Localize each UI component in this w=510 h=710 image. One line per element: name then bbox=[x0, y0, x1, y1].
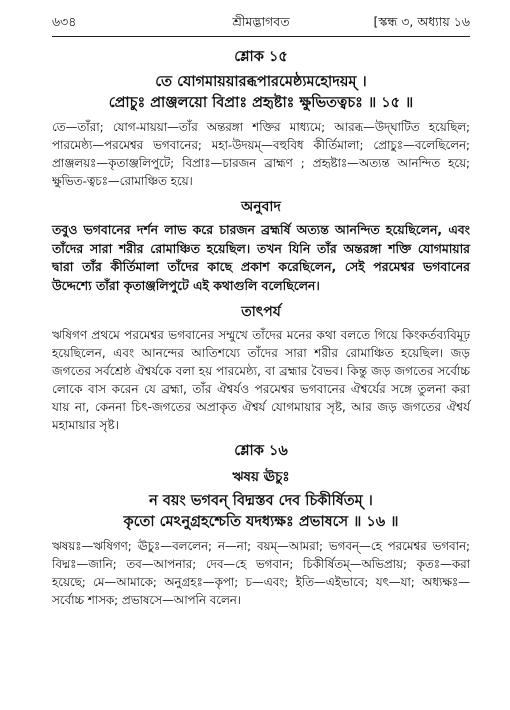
translation-text: তবুও ভগবানের দর্শন লাভ করে চারজন ব্রহ্মর্ষি অত্যন্ত আনন্দিত হয়েছিলেন, এবং তাঁদের সারা শরীর রোমাঞ্চিত হয়েছিল। তখন যিনি তাঁর অন্তরঙ্গা শক্তি যোগমায়ার দ্বারা তাঁর কীর্তিমালা তাঁদের কাছে প্রকাশ করেছিলেন, সেই পরমেশ্বর ভগবানের উদ্দেশ্যে তাঁরা কৃতাঞ্জলিপুটে এই কথাগুলি বলেছিলেন। bbox=[52, 222, 470, 293]
verse-15-line-1: তে যোগমায়য়ারব্ধপারমেষ্ঠ্যমহোদয়ম্ । bbox=[155, 74, 367, 90]
verse-16-line-2: কৃতো মেঽনুগ্রহশ্চেতি যদধ্যক্ষঃ প্রভাষসে ॥ ১৬ ॥ bbox=[123, 514, 399, 530]
verse-15-synonyms: তে—তাঁরা; যোগ-মায়য়া—তাঁর অন্তরঙ্গা শক্তির মাধ্যমে; আরব্ধ—উদ্‌ঘাটিত হয়েছিল; পারমেষ্ঠ্য—পরমেশ্বর ভগবানের; মহা-উদয়ম্—বহুবিধ কীর্তিমালা; প্রোচুঃ—বলেছিলেন; প্রাঞ্জলয়ঃ—কৃতাঞ্জলিপুটে; বিপ্রাঃ—চারজন ব্রাহ্মণ ; প্রহৃষ্টাঃ—অত্যন্ত আনন্দিত হয়ে; ক্ষুভিত-ত্বচঃ—রোমাঞ্চিত হয়ে। bbox=[52, 120, 470, 188]
verse-15-heading: শ্লোক ১৫ bbox=[234, 49, 288, 65]
purport-text: ঋষিগণ প্রথমে পরমেশ্বর ভগবানের সম্মুখে তাঁদের মনের কথা বলতে গিয়ে কিংকর্তব্যবিমূঢ় হয়েছিলেন, এবং আনন্দের আতিশয্যে তাঁদের সারা শরীর রোমাঞ্চিত হয়েছিল। জড় জগতের সর্বশ্রেষ্ঠ ঐশ্বর্যকে বলা হয় পারমেষ্ঠ্য, বা ব্রহ্মার বৈভব। কিন্তু জড় জগতের সর্বোচ্চ লোকে বাস করেন যে ব্রহ্মা, তাঁর ঐশ্বর্যও পরমেশ্বর ভগবানের ঐশ্বর্যের সঙ্গে তুলনা করা যায় না, কেননা চিৎ-জগতের অপ্রাকৃত ঐশ্বর্য যোগমায়ার সৃষ্ট, আর জড় জগতের ঐশ্বর্য মহামায়ার সৃষ্ট। bbox=[52, 328, 470, 432]
verse-16-line-1: ন বয়ং ভগবন্ বিদ্মস্তব দেব চিকীর্ষিতম্ । bbox=[149, 493, 373, 509]
verse-16-speaker: ঋষয় ঊচুঃ bbox=[232, 469, 290, 485]
page-header bbox=[52, 14, 470, 34]
header-rule bbox=[52, 36, 470, 37]
page-number: ৬৩৪ bbox=[52, 14, 77, 29]
translation-heading: অনুবাদ bbox=[241, 199, 281, 215]
verse-16-heading: শ্লোক ১৬ bbox=[234, 443, 288, 459]
chapter-reference: [স্কন্ধ ৩, অধ্যায় ১৬ bbox=[373, 14, 470, 29]
page-body bbox=[52, 46, 470, 609]
book-title: শ্রীমদ্ভাগবত bbox=[232, 14, 290, 29]
purport-heading: তাৎপর্য bbox=[241, 304, 281, 320]
verse-16-synonyms: ঋষয়ঃ—ঋষিগণ; ঊচুঃ—বললেন; ন—না; বয়ম্—আমরা; ভগবন্—হে পরমেশ্বর ভগবান; বিদ্মঃ—জানি; তব—আপনার; দেব—হে ভগবান; চিকীর্ষিতম্—অভিপ্রায়; কৃতঃ—করা হয়েছে; মে—আমাকে; অনুগ্রহঃ—কৃপা; চ—এবং; ইতি—এইভাবে; যৎ—যা; অধ্যক্ষঃ—সর্বোচ্চ শাসক; প্রভাষসে—আপনি বলেন। bbox=[52, 539, 470, 607]
verse-15-line-2: প্রোচুঃ প্রাঞ্জলয়ো বিপ্রাঃ প্রহৃষ্টাঃ ক্ষুভিতত্বচঃ ॥ ১৫ ॥ bbox=[108, 95, 414, 111]
